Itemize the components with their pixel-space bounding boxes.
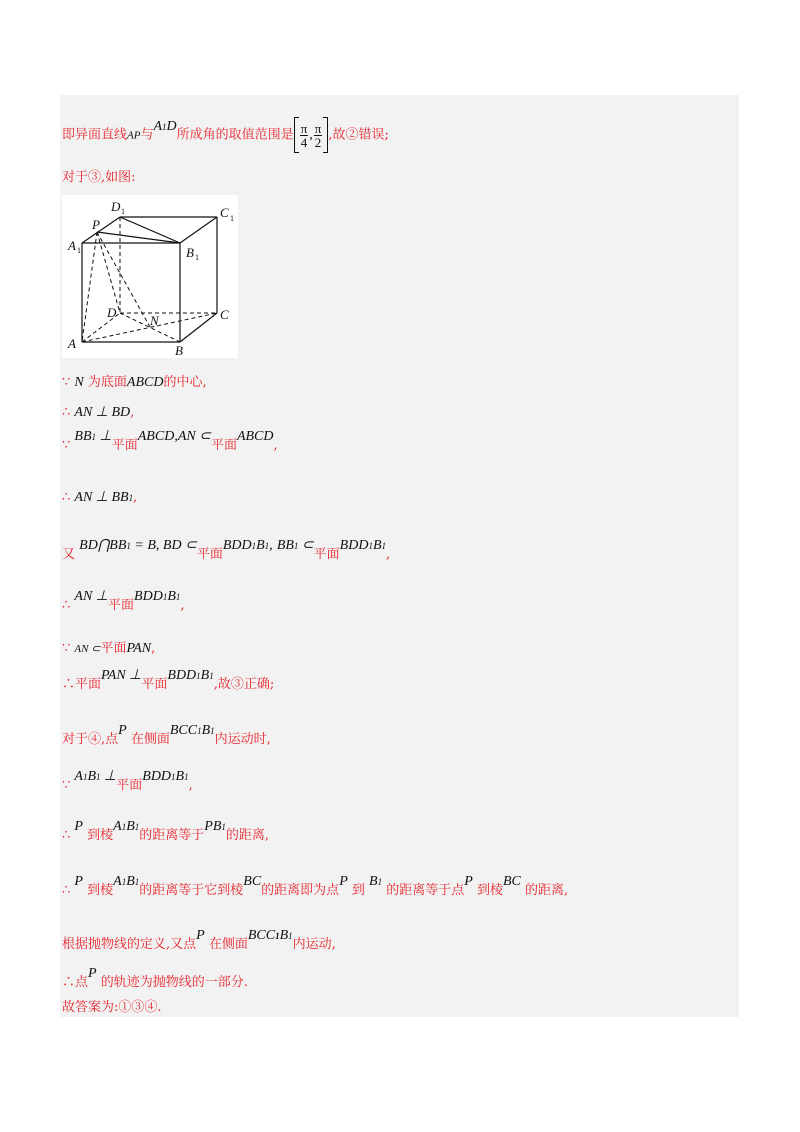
math: BD⋂BB xyxy=(79,538,127,553)
math-a: A xyxy=(153,118,163,134)
sub: 1 xyxy=(134,822,140,832)
label-n: N xyxy=(150,313,159,328)
text: ,故②错误; xyxy=(328,127,389,143)
text: 平面 xyxy=(210,438,237,453)
text: ∴点 xyxy=(62,975,89,990)
sub: 1 xyxy=(230,214,234,223)
sub: 1 xyxy=(368,541,373,551)
cube-diagram xyxy=(62,195,238,358)
text: 的距离, xyxy=(225,828,270,843)
text: 又 xyxy=(62,547,76,562)
math: B xyxy=(200,668,210,683)
text: , xyxy=(133,490,138,505)
sub: 1 xyxy=(77,246,81,255)
line-15 xyxy=(62,928,336,953)
math: AN ⊥ BB xyxy=(74,490,129,505)
math: BDD xyxy=(134,589,163,604)
sub: 1 xyxy=(293,541,299,551)
text: 的距离等于 xyxy=(139,828,205,843)
text: 平面 xyxy=(313,547,340,562)
math: AN ⊥ xyxy=(74,589,109,604)
text: 在侧面 xyxy=(130,732,170,747)
math: BDD xyxy=(222,538,252,553)
math: P xyxy=(118,723,127,738)
sub: 1 xyxy=(221,822,226,832)
text: , xyxy=(386,547,391,562)
text: 平面 xyxy=(75,677,102,692)
text: 的距离等于点 xyxy=(386,883,465,898)
text: 到 xyxy=(351,883,365,898)
sub: 1 xyxy=(128,493,134,503)
line-6 xyxy=(62,490,137,506)
sub: 1 xyxy=(381,541,387,551)
math: B xyxy=(167,589,176,604)
text: , xyxy=(273,438,278,453)
math: AN ⊥ BD xyxy=(74,405,131,420)
text: 对于④,点 xyxy=(62,732,119,747)
sub: 1 xyxy=(209,671,214,681)
math: P xyxy=(339,874,348,889)
sub: 1 xyxy=(96,772,101,782)
label-b: B xyxy=(175,343,183,358)
denominator: 4 xyxy=(300,134,308,150)
sub: 1 xyxy=(264,541,270,551)
text: , xyxy=(180,598,185,613)
sub: 1 xyxy=(210,726,215,736)
therefore-sign: ∴ xyxy=(62,598,71,613)
math: PAN ⊥ xyxy=(101,668,142,683)
sub: 1 xyxy=(197,726,202,736)
math: ABCD xyxy=(137,429,175,444)
text: 的距离等于它到棱 xyxy=(139,883,244,898)
line-1 xyxy=(62,117,389,153)
cube-figure xyxy=(62,195,238,358)
text: 与 xyxy=(140,127,154,143)
math: N xyxy=(74,375,84,390)
numerator: π xyxy=(300,120,308,136)
line-16 xyxy=(62,966,248,991)
line-17: 故答案为:①③④. xyxy=(62,1000,162,1015)
text: 平面 xyxy=(196,547,223,562)
line-3 xyxy=(62,375,207,391)
text: 内运动, xyxy=(292,937,336,952)
line-13 xyxy=(62,819,270,844)
text: 平面 xyxy=(108,598,135,613)
math: BDD xyxy=(339,538,369,553)
sub: 1 xyxy=(162,592,168,602)
line-11 xyxy=(62,723,271,748)
math-d: D xyxy=(166,118,177,134)
math: B xyxy=(87,769,97,784)
denominator: 2 xyxy=(314,134,322,150)
math: A xyxy=(113,819,122,834)
math: BC xyxy=(502,874,521,889)
label-a1: A xyxy=(68,238,76,253)
math: PAN xyxy=(126,641,152,656)
sub: 1 xyxy=(121,207,125,216)
math: B xyxy=(175,769,185,784)
math: AN ⊂ xyxy=(74,643,101,655)
line-4 xyxy=(62,405,134,421)
text: ,故③正确; xyxy=(213,677,275,692)
math: B xyxy=(126,819,135,834)
math: B xyxy=(369,874,378,889)
math: B xyxy=(372,538,382,553)
math: A xyxy=(74,769,83,784)
math: = B, BD ⊂ xyxy=(130,538,197,553)
label-b1: B xyxy=(186,245,194,260)
math: P xyxy=(196,928,205,943)
sub: 1 xyxy=(196,671,201,681)
text: 的中心, xyxy=(163,375,207,390)
text: 到棱 xyxy=(87,828,114,843)
sub: 1 xyxy=(184,772,189,782)
sub: 1 xyxy=(126,541,131,551)
line-2: 对于③,如图: xyxy=(62,170,136,185)
text: 的距离, xyxy=(525,883,569,898)
math: P xyxy=(74,874,83,889)
text: 到棱 xyxy=(87,883,114,898)
text: 平面 xyxy=(100,641,127,656)
math: BCC xyxy=(247,928,276,943)
label-p: P xyxy=(92,217,100,232)
therefore-sign: ∴ xyxy=(62,828,71,843)
therefore-sign: ∴ xyxy=(62,677,76,692)
text: , xyxy=(151,641,156,656)
text: 平面 xyxy=(116,778,143,793)
sub: 1 xyxy=(171,772,176,782)
math: AN ⊂ xyxy=(177,429,211,444)
sub: 1 xyxy=(91,432,97,442)
text: 到棱 xyxy=(476,883,503,898)
text: 的轨迹为抛物线的一部分. xyxy=(100,975,248,990)
math: B xyxy=(201,723,211,738)
text: , xyxy=(130,405,135,420)
label-c1: C xyxy=(220,205,229,220)
math: PB xyxy=(204,819,222,834)
because-sign: ∵ xyxy=(62,438,71,453)
therefore-sign: ∴ xyxy=(62,405,71,420)
math: ⊂ xyxy=(298,538,314,553)
because-sign: ∵ xyxy=(62,375,71,390)
perp: ⊥ xyxy=(100,769,117,784)
sub: 1 xyxy=(275,931,280,941)
text: 的距离即为点 xyxy=(261,883,340,898)
text: 平面 xyxy=(111,438,138,453)
math: B xyxy=(279,928,289,943)
numerator: π xyxy=(314,120,322,136)
sub: 1 xyxy=(175,592,181,602)
left-bracket xyxy=(294,117,299,153)
sub: 1 xyxy=(377,877,383,887)
text: 所成角的取值范围是 xyxy=(176,127,294,143)
text: 为底面 xyxy=(87,375,127,390)
line-10 xyxy=(62,668,275,693)
math: BB xyxy=(74,429,92,444)
fraction-pi-4 xyxy=(300,122,309,149)
math: BCC xyxy=(169,723,198,738)
fraction-pi-2 xyxy=(314,122,323,149)
line-14 xyxy=(62,874,569,899)
math: P xyxy=(74,819,83,834)
sub: 1 xyxy=(121,877,127,887)
text: 即异面直线 xyxy=(62,127,128,143)
sub: 1 xyxy=(251,541,257,551)
text: , xyxy=(188,778,193,793)
therefore-sign: ∴ xyxy=(62,490,71,505)
perp: ⊥ xyxy=(99,429,112,444)
math-ap: AP xyxy=(127,129,141,142)
text: 内运动时, xyxy=(214,732,271,747)
sub: 1 xyxy=(121,822,127,832)
line-8 xyxy=(62,589,185,614)
math: BC xyxy=(243,874,262,889)
math: B xyxy=(256,538,265,553)
math: B xyxy=(126,874,135,889)
therefore-sign: ∴ xyxy=(62,883,71,898)
math: BDD xyxy=(142,769,172,784)
comma: , xyxy=(174,429,178,444)
label-a: A xyxy=(68,336,76,351)
math: P xyxy=(88,966,97,981)
text: 根据抛物线的定义,又点 xyxy=(62,937,197,952)
text: 平面 xyxy=(141,677,168,692)
line-7 xyxy=(62,538,391,563)
sub: 1 xyxy=(134,877,140,887)
math: BB xyxy=(276,538,294,553)
line-5 xyxy=(62,429,278,454)
text: 在侧面 xyxy=(208,937,248,952)
label-d1: D xyxy=(111,199,121,214)
comma: , xyxy=(269,538,273,553)
math: BDD xyxy=(167,668,197,683)
because-sign: ∵ xyxy=(62,778,71,793)
because-sign: ∵ xyxy=(62,641,71,656)
comma: , xyxy=(309,127,313,143)
label-d: D xyxy=(107,305,117,320)
label-c: C xyxy=(220,307,229,322)
sub: 1 xyxy=(288,931,293,941)
math: ABCD xyxy=(236,429,274,444)
line-12 xyxy=(62,769,193,794)
sub: 1 xyxy=(195,253,199,262)
math: P xyxy=(464,874,473,889)
math: A xyxy=(113,874,122,889)
sub: 1 xyxy=(82,772,88,782)
line-9 xyxy=(62,641,155,657)
math: ABCD xyxy=(126,375,164,390)
sub: 1 xyxy=(162,121,167,132)
